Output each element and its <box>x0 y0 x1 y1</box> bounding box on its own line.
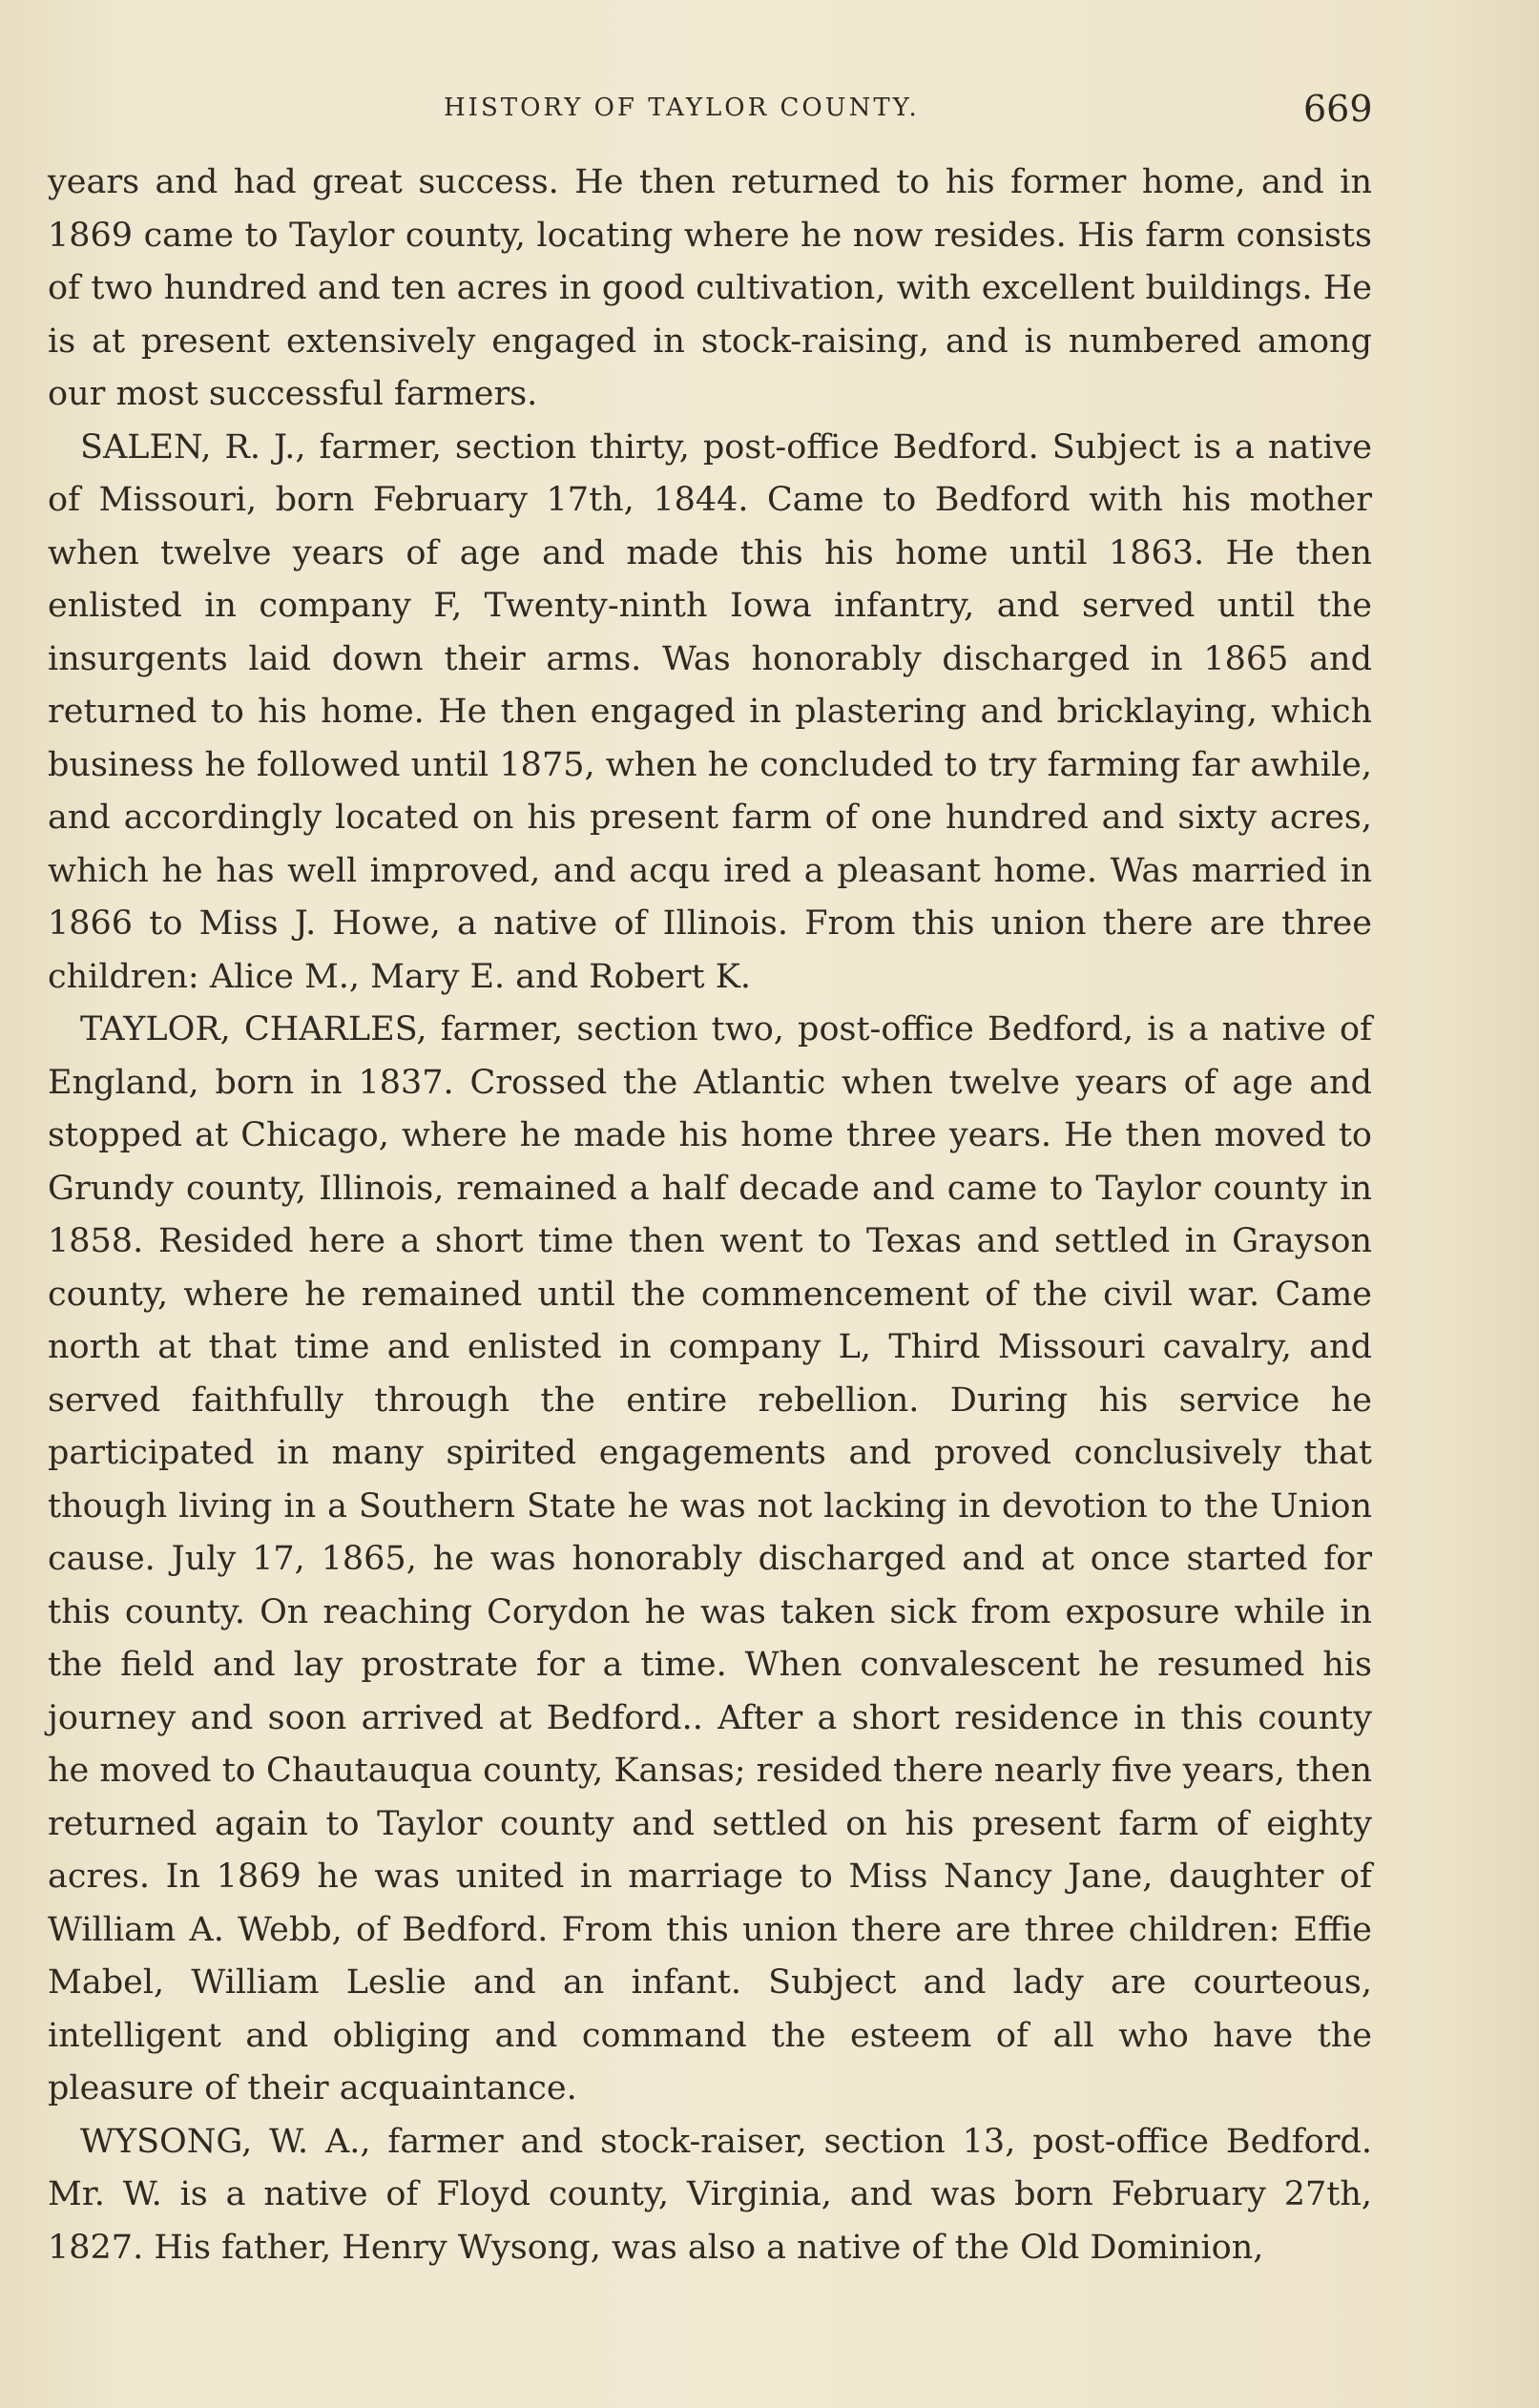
paragraph-salen-entry: SALEN, R. J., farmer, section thirty, post-office Bedford. Subject is a native of Missouri, born February 17th, 1844. Came to Bedford with his mother when twelve years of age and made this his home until 1863. He then enlisted in company F, Twenty-ninth Iowa infantry, and served until the insurgents laid down their arms. Was honorably discharged in 1865 and returned to his home. He then engaged in plastering and bricklaying, which business he followed until 1875, when he concluded to try farming far awhile, and accordingly located on his present farm of one hundred and sixty acres, which he has well improved, and acqu ired a pleasant home. Was married in 1866 to Miss J. Howe, a native of Illinois. From this union there are three children: Alice M., Mary E. and Robert K. <box>48 427 1372 996</box>
paragraph-continuation: years and had great success. He then returned to his former home, and in 1869 came to Taylor county, locating where he now resides. His farm consists of two hundred and ten acres in good cultivation, with excellent buildings. He is at present extensively engaged in stock-raising, and is numbered among our most successful farmers. <box>48 163 1372 413</box>
body-text <box>48 156 1372 2274</box>
paragraph-wysong-entry: WYSONG, W. A., farmer and stock-raiser, section 13, post-office Bedford. Mr. W. is a native of Floyd county, Virginia, and was born February 27th, 1827. His father, Henry Wysong, was also a native of the Old Dominion, <box>48 2122 1372 2267</box>
running-head: HISTORY OF TAYLOR COUNTY. <box>444 93 920 122</box>
page-header <box>0 88 1539 130</box>
paragraph-taylor-entry: TAYLOR, CHARLES, farmer, section two, post-office Bedford, is a native of England, born in 1837. Crossed the Atlantic when twelve years of age and stopped at Chicago, where he made his home three years. He then moved to Grundy county, Illinois, remained a half decade and came to Taylor county in 1858. Resided here a short time then went to Texas and settled in Grayson county, where he remained until the commencement of the civil war. Came north at that time and enlisted in company L, Third Missouri cavalry, and served faithfully through the entire rebellion. During his service he participated in many spirited engagements and proved conclusively that though living in a Southern State he was not lacking in devotion to the Union cause. July 17, 1865, he was honorably discharged and at once started for this county. On reaching Corydon he was taken sick from exposure while in the field and lay prostrate for a time. When convalescent he resumed his journey and soon arrived at Bedford.. After a short residence in this county he moved to Chautauqua county, Kansas; resided there nearly five years, then returned again to Taylor county and settled on his present farm of eighty acres. In 1869 he was united in marriage to Miss Nancy Jane, daughter of William A. Webb, of Bedford. From this union there are three children: Effie Mabel, William Leslie and an infant. Subject and lady are courteous, intelligent and obliging and command the esteem of all who have the pleasure of their acquaintance. <box>48 1010 1372 2107</box>
page-number: 669 <box>1303 88 1373 130</box>
